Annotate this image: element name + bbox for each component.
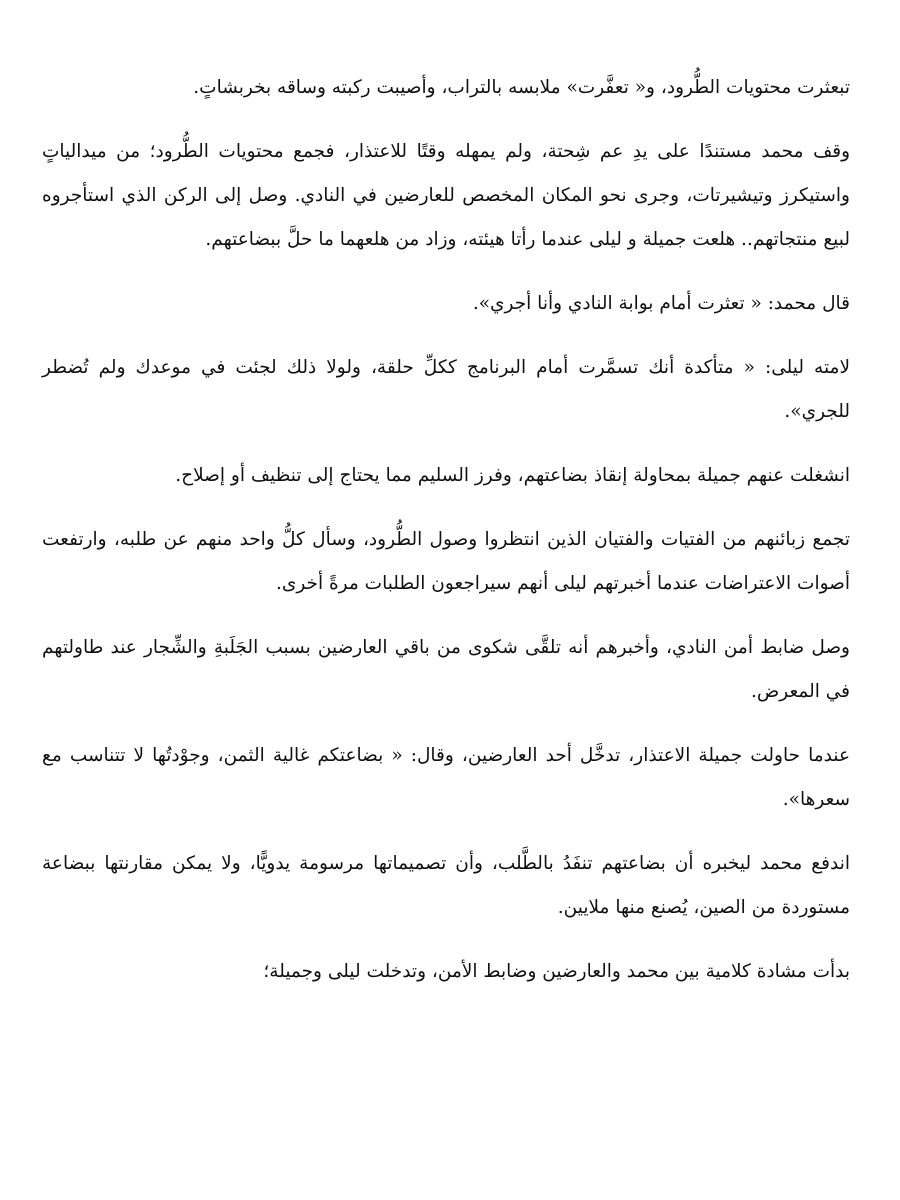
paragraph-2: وقف محمد مستندًا على يدِ عم شِحتة، ولم يمهله وقتًا للاعتذار، فجمع محتويات الطُّرود؛ من ميدالياتٍ واستيكرز وتيشيرتات، وجرى نحو المكان المخصص للعارضين في النادي. وصل إلى الركن الذي استأجروه لبيع منتجاتهم.. هلعت جميلة و ليلى عندما رأتا هيئته، وزاد من هلعهما ما حلَّ ببضاعتهم. [42, 141, 850, 250]
paragraph-1: تبعثرت محتويات الطُّرود، و« تعفَّرت» ملابسه بالتراب، وأصيبت ركبته وساقه بخربشاتٍ. [193, 77, 850, 98]
paragraph-8: عندما حاولت جميلة الاعتذار، تدخَّل أحد العارضين، وقال: « بضاعتكم غالية الثمن، وجوْدتُها لا تتناسب مع سعرها». [42, 745, 850, 810]
paragraph-9: اندفع محمد ليخبره أن بضاعتهم تنفَدُ بالطَّلب، وأن تصميماتها مرسومة يدويًّا، ولا يمكن مقارنتها ببضاعة مستوردة من الصين، يُصنع منها ملايين. [42, 853, 850, 918]
paragraph-3: قال محمد: « تعثرت أمام بوابة النادي وأنا أجري». [472, 293, 850, 314]
paragraph-4: لامته ليلى: « متأكدة أنك تسمَّرت أمام البرنامج ككلِّ حلقة، ولولا ذلك لجئت في موعدك ولم تُضطر للجري». [42, 357, 850, 422]
paragraph-5: انشغلت عنهم جميلة بمحاولة إنقاذ بضاعتهم، وفرز السليم مما يحتاج إلى تنظيف أو إصلاح. [175, 465, 850, 486]
document-page [42, 66, 850, 1014]
paragraph-10: بدأت مشادة كلامية بين محمد والعارضين وضابط الأمن، وتدخلت ليلى وجميلة؛ [263, 961, 850, 982]
paragraph-6: تجمع زبائنهم من الفتيات والفتيان الذين انتظروا وصول الطُّرود، وسأل كلُّ واحد منهم عن طلبه، وارتفعت أصوات الاعتراضات عندما أخبرتهم ليلى أنهم سيراجعون الطلبات مرةً أخرى. [42, 529, 850, 594]
paragraph-7: وصل ضابط أمن النادي، وأخبرهم أنه تلقَّى شكوى من باقي العارضين بسبب الجَلَبةِ والشِّجار عند طاولتهم في المعرض. [42, 637, 850, 702]
